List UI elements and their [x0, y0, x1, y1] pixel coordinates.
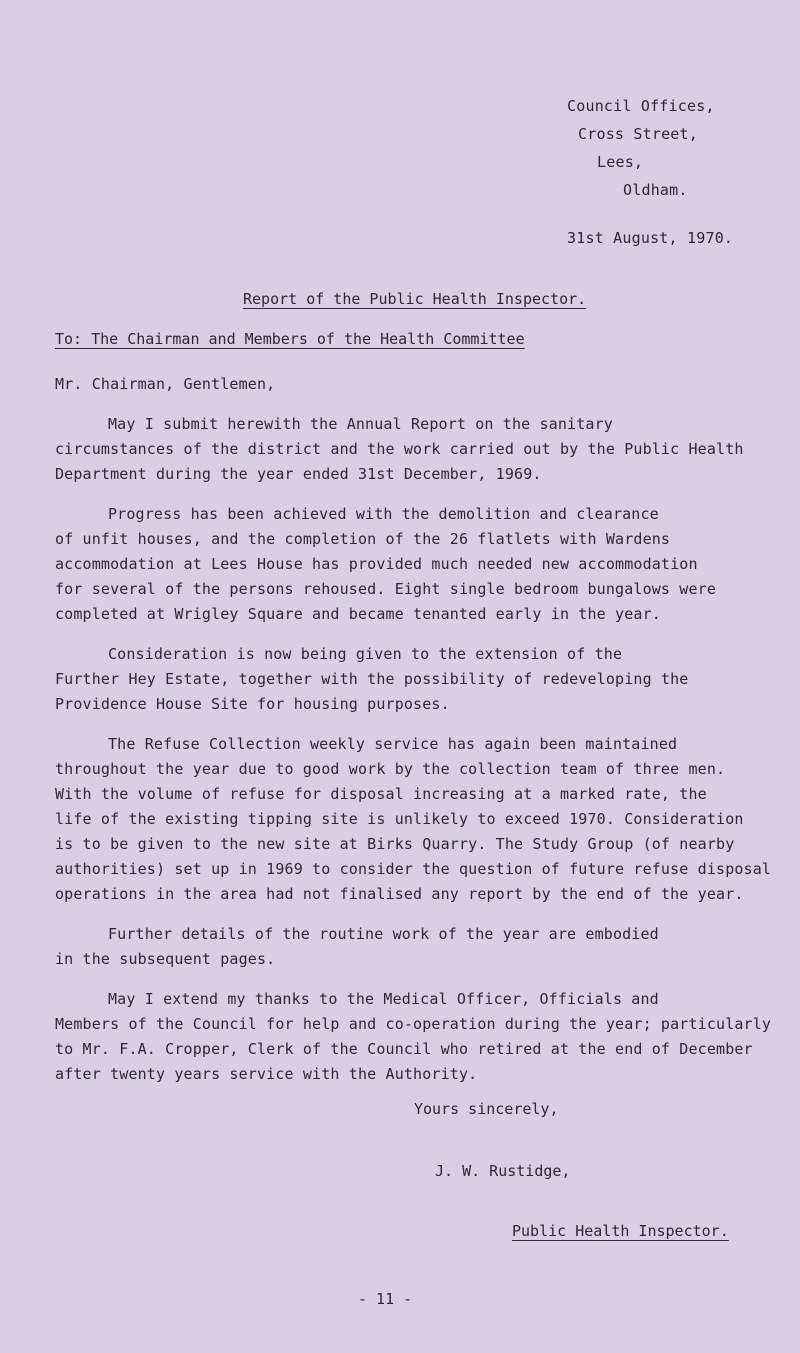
- paragraph-line: May I extend my thanks to the Medical Officer, Officials and: [108, 990, 659, 1008]
- signatory-title: Public Health Inspector.: [512, 1222, 729, 1240]
- paragraph-line: Further Hey Estate, together with the possibility of redeveloping the: [55, 670, 689, 688]
- paragraph-line: Department during the year ended 31st December, 1969.: [55, 465, 542, 483]
- letter-date: 31st August, 1970.: [567, 229, 734, 247]
- paragraph-line: to Mr. F.A. Cropper, Clerk of the Council who retired at the end of December: [55, 1040, 753, 1058]
- address-line-4: Oldham.: [623, 181, 688, 199]
- salutation: Mr. Chairman, Gentlemen,: [55, 375, 276, 393]
- address-line-1: Council Offices,: [567, 97, 715, 115]
- address-line-3: Lees,: [597, 153, 644, 171]
- paragraph-line: The Refuse Collection weekly service has again been maintained: [108, 735, 678, 753]
- paragraph-line: operations in the area had not finalised any report by the end of the year.: [55, 885, 744, 903]
- paragraph-line: May I submit herewith the Annual Report on the sanitary: [108, 415, 613, 433]
- paragraph-line: for several of the persons rehoused. Eight single bedroom bungalows were: [55, 580, 717, 598]
- paragraph-line: throughout the year due to good work by the collection team of three men.: [55, 760, 726, 778]
- paragraph-line: authorities) set up in 1969 to consider the question of future refuse disposal: [55, 860, 772, 878]
- paragraph-line: Providence House Site for housing purposes.: [55, 695, 450, 713]
- paragraph-line: circumstances of the district and the work carried out by the Public Health: [55, 440, 744, 458]
- report-title: Report of the Public Health Inspector.: [243, 290, 587, 308]
- paragraph-line: of unfit houses, and the completion of the 26 flatlets with Wardens: [55, 530, 671, 548]
- paragraph-line: Progress has been achieved with the demolition and clearance: [108, 505, 659, 523]
- paragraph-line: accommodation at Lees House has provided much needed new accommodation: [55, 555, 698, 573]
- closing: Yours sincerely,: [414, 1100, 559, 1118]
- paragraph-line: Further details of the routine work of the year are embodied: [108, 925, 659, 943]
- paragraph-line: after twenty years service with the Authority.: [55, 1065, 478, 1083]
- paragraph-line: life of the existing tipping site is unlikely to exceed 1970. Consideration: [55, 810, 744, 828]
- paragraph-line: in the subsequent pages.: [55, 950, 276, 968]
- address-line-2: Cross Street,: [578, 125, 698, 143]
- page-number: - 11 -: [358, 1290, 413, 1308]
- signatory-name: J. W. Rustidge,: [435, 1162, 571, 1180]
- paragraph-line: With the volume of refuse for disposal increasing at a marked rate, the: [55, 785, 707, 803]
- paragraph-line: Consideration is now being given to the extension of the: [108, 645, 623, 663]
- paragraph-line: completed at Wrigley Square and became tenanted early in the year.: [55, 605, 661, 623]
- paragraph-line: Members of the Council for help and co-operation during the year; particularly: [55, 1015, 772, 1033]
- paragraph-line: is to be given to the new site at Birks Quarry. The Study Group (of nearby: [55, 835, 735, 853]
- addressee: To: The Chairman and Members of the Health Committee: [55, 330, 525, 348]
